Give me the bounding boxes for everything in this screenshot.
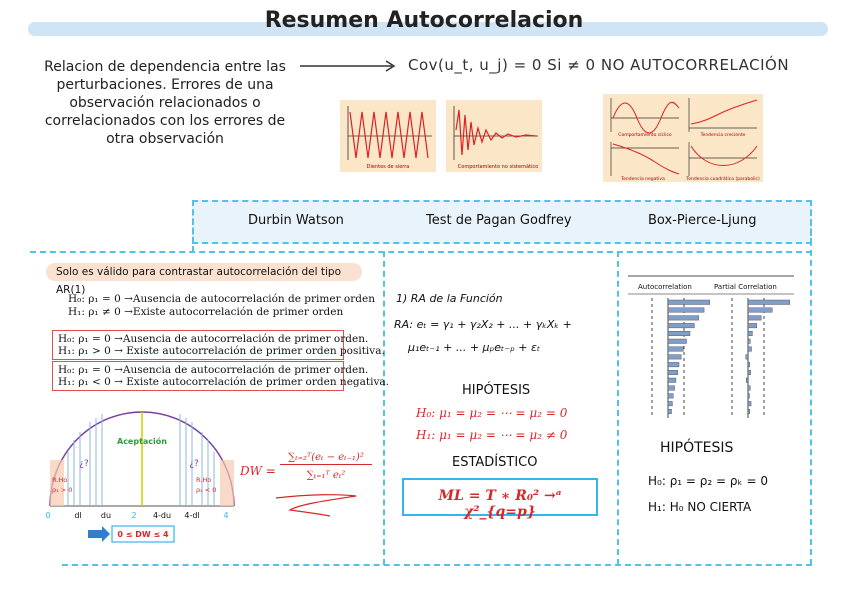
pacf-bar	[748, 386, 750, 391]
covariance-formula: Cov(u_t, u_j) = 0 Si ≠ 0 NO AUTOCORRELACIÓN	[408, 56, 790, 74]
axis-tick: 4	[223, 511, 229, 520]
divider	[617, 251, 619, 565]
pacf-bar	[748, 394, 750, 399]
acf-bar	[668, 370, 678, 375]
dw-formula-numerator: ∑ₜ₌₂ᵀ(eₜ − eₜ₋₁)²	[280, 452, 372, 465]
pagan-step: 1) RA de la Función	[396, 292, 503, 305]
box1-h1: H₁: ρ₁ > 0 → Existe autocorrelación de primer orden positiva.	[58, 345, 385, 357]
pacf-bar	[748, 401, 751, 406]
figure-nonsystematic	[446, 100, 542, 172]
uncertain-right: ¿?	[189, 459, 199, 469]
figure-label: Comportamiento cíclico	[618, 133, 672, 138]
axis-tick: du	[100, 511, 112, 520]
figure-label: Tendencia negativa	[621, 177, 665, 182]
pagan-hyp-title: HIPÓTESIS	[462, 383, 531, 398]
pagan-h0: H₀: μ₁ = μ₂ = ⋯ = μ₂ = 0	[416, 406, 568, 420]
uncertain-left: ¿?	[79, 459, 89, 469]
pacf-bar	[748, 362, 750, 367]
acf-bar	[668, 394, 673, 399]
arrow-icon	[300, 60, 400, 72]
reject-right-label: R.Ho	[196, 476, 212, 484]
divider	[383, 251, 385, 565]
underline-swoosh	[270, 490, 360, 520]
pacf-header: Partial Correlation	[714, 283, 777, 291]
lm-statistic: ML = T ∗ R₀² →ᵃ χ²_{q=p}	[438, 488, 562, 520]
figure-trends	[603, 94, 763, 182]
axis-tick: 4-du	[152, 511, 172, 520]
durbin-h0: H₀: ρ₁ = 0 →Ausencia de autocorrelación de primer orden	[68, 293, 375, 305]
durbin-h1: H₁: ρ₁ ≠ 0 →Existe autocorrelación de primer orden	[68, 306, 344, 318]
acf-bar	[668, 347, 683, 352]
pacf-bar	[748, 316, 761, 321]
acf-bar	[668, 409, 672, 414]
dw-range: 0 ≤ DW ≤ 4	[117, 530, 169, 539]
axis-tick: dl	[74, 511, 82, 520]
reject-left-cond: ρ₁ > 0	[52, 486, 73, 494]
pagan-ra-line2: μ₁eₜ₋₁ + ... + μₚeₜ₋ₚ + εₜ	[408, 341, 541, 354]
pagan-stat-title: ESTADÍSTICO	[452, 455, 538, 470]
acf-bar	[668, 355, 681, 360]
axis-tick: 2	[131, 511, 137, 520]
box-h0: H₀: ρ₁ = ρ₂ = ρₖ = 0	[648, 474, 768, 488]
intro-text: Relacion de dependencia entre las perturbaciones. Errores de una observación relacionados o correlacionados con los errores de otra observación	[44, 59, 286, 147]
axis-tick: 4-dl	[184, 511, 200, 520]
pacf-bar	[748, 347, 752, 352]
divider	[62, 564, 812, 566]
pacf-bar	[748, 339, 750, 344]
pacf-bar	[748, 409, 750, 414]
acf-bar	[668, 300, 710, 305]
dw-distribution-diagram	[38, 400, 246, 550]
divider	[810, 200, 812, 565]
method-pagan-godfrey: Test de Pagan Godfrey	[426, 213, 572, 228]
acf-bar	[668, 401, 672, 406]
dw-formula-denominator: ∑ₜ₌₁ᵀ eₜ²	[306, 470, 346, 481]
pacf-bar	[746, 355, 748, 360]
figure-sawtooth	[340, 100, 436, 172]
acf-header: Autocorrelation	[638, 283, 692, 291]
box2-h0: H₀: ρ₁ = 0 →Ausencia de autocorrelación de primer orden.	[58, 364, 369, 376]
reject-right-cond: ρ₁ < 0	[196, 486, 217, 494]
axis-tick: 0	[45, 511, 51, 520]
reject-left-label: R.Ho	[52, 476, 68, 484]
durbin-note: Solo es válido para contrastar autocorrelación del tipo AR(1)	[46, 263, 362, 281]
pacf-bar	[748, 331, 752, 336]
pacf-bar	[748, 308, 772, 313]
acceptance-label: Aceptación	[117, 437, 167, 446]
acf-bar	[668, 331, 690, 336]
figure-label: Tendencia cuadrática (parabolic)	[686, 177, 760, 182]
pacf-bar	[748, 300, 790, 305]
box2-h1: H₁: ρ₁ < 0 → Existe autocorrelación de primer orden negativa.	[58, 376, 389, 388]
pacf-bar	[746, 378, 748, 383]
acf-bar	[668, 386, 675, 391]
figure-label: Dientes de sierra	[366, 164, 410, 170]
figure-label: Comportamiento no sistemático	[457, 164, 539, 170]
box-h1: H₁: H₀ NO CIERTA	[648, 500, 752, 514]
pacf-bar	[748, 370, 751, 375]
box1-h0: H₀: ρ₁ = 0 →Ausencia de autocorrelación de primer orden.	[58, 333, 369, 345]
method-box-pierce: Box-Pierce-Ljung	[648, 213, 757, 228]
acf-bar	[668, 323, 694, 328]
arrow-icon	[88, 526, 110, 542]
acf-bar	[668, 339, 686, 344]
divider	[192, 200, 194, 252]
pacf-bar	[748, 323, 757, 328]
divider	[30, 251, 812, 253]
method-durbin-watson: Durbin Watson	[248, 213, 344, 228]
figure-label: Tendencia creciente	[700, 133, 746, 138]
acf-bar	[668, 378, 676, 383]
correlogram	[628, 270, 794, 422]
box-hyp-title: HIPÓTESIS	[660, 440, 734, 456]
acf-bar	[668, 362, 679, 367]
acf-bar	[668, 316, 699, 321]
acf-bar	[668, 308, 704, 313]
pagan-ra-line1: RA: eₜ = γ₁ + γ₂X₂ + ... + γₖXₖ +	[394, 318, 572, 331]
page-title: Resumen Autocorrelacion	[264, 8, 584, 33]
pagan-h1: H₁: μ₁ = μ₂ = ⋯ = μ₂ ≠ 0	[416, 428, 568, 442]
dw-formula-lhs: DW =	[240, 464, 276, 478]
